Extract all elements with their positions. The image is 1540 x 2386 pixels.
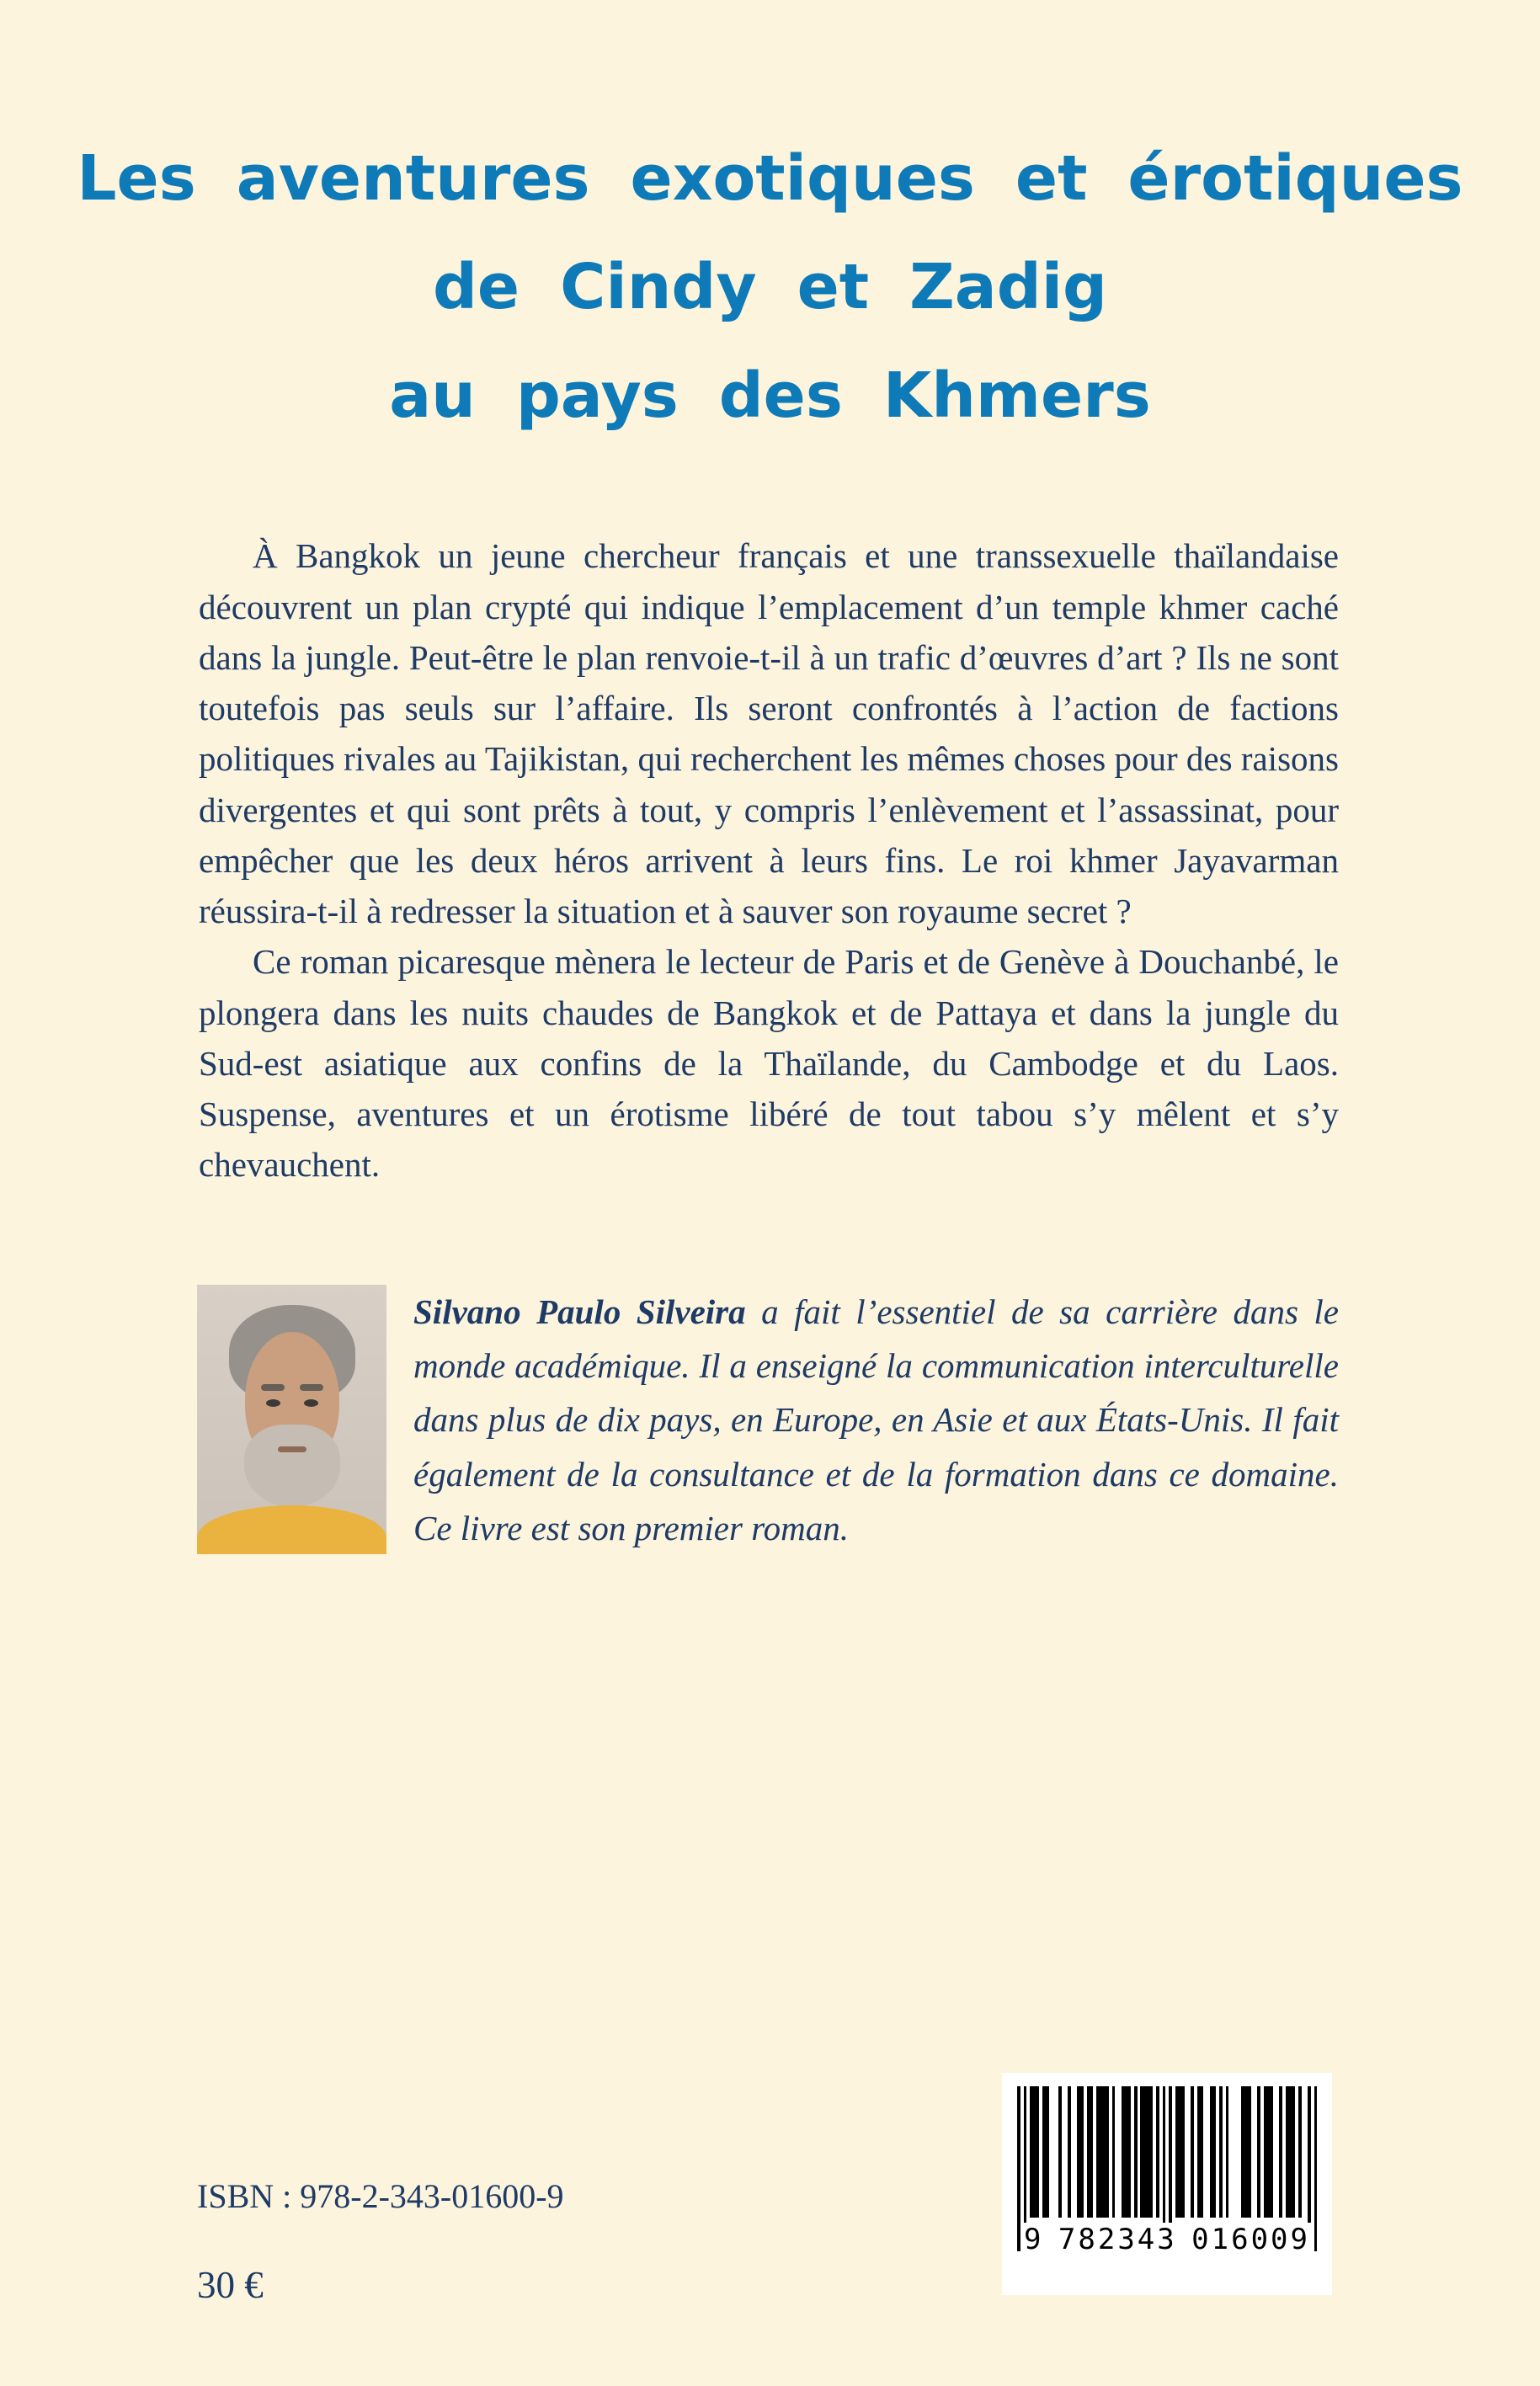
photo-eye <box>304 1399 318 1407</box>
book-title-line-1: Les aventures exotiques et érotiques <box>77 142 1463 215</box>
barcode-digits <box>1017 2223 1317 2256</box>
barcode <box>1002 2073 1332 2295</box>
book-title <box>0 0 1540 450</box>
isbn: ISBN : 978-2-343-01600-9 <box>197 2177 564 2215</box>
price: 30 € <box>197 2264 264 2306</box>
author-bio-text <box>413 1285 1339 1556</box>
photo-mouth <box>278 1446 306 1452</box>
photo-shirt <box>197 1505 386 1554</box>
author-bio <box>197 1285 1339 1556</box>
photo-brow <box>300 1384 323 1391</box>
barcode-digit-first: 9 <box>1020 2223 1047 2256</box>
book-title-line-2: de Cindy et Zadig <box>432 250 1108 323</box>
synopsis-paragraph-1: À Bangkok un jeune chercheur français et une transsexuelle thaïlandaise découvrent un plan crypté qui indique l’emplacement d’un temple khmer caché dans la jungle. Peut-être le plan renvoie-t-il à un trafic d’œuvres d’art ? Ils ne sont toutefois pas seuls sur l’affaire. Ils seront confrontés à l’action de factions politiques rivales au Tajikistan, qui recherchent les mêmes choses pour des raisons divergentes et qui sont prêts à tout, y compris l’enlèvement et l’assassinat, pour empêcher que les deux héros arrivent à leurs fins. Le roi khmer Jayavarman réussira-t-il à redresser la situation et à sauver son royaume secret ? <box>199 536 1339 931</box>
barcode-digit-group-2: 016009 <box>1188 2223 1314 2256</box>
barcode-digit-group-1: 782343 <box>1055 2223 1180 2256</box>
synopsis-paragraph-2: Ce roman picaresque mènera le lecteur de Paris et de Genève à Douchanbé, le plongera dans les nuits chaudes de Bangkok et de Pattaya et dans la jungle du Sud-est asiatique aux confins de la Thaïlande, du Cambodge et du Laos. Suspense, aventures et un érotisme libéré de tout tabou s’y mêlent et s’y chevauchent. <box>199 942 1339 1185</box>
photo-brow <box>261 1384 285 1391</box>
author-photo <box>197 1285 386 1554</box>
book-title-line-3: au pays des Khmers <box>389 359 1151 432</box>
author-bio-body: a fait l’essentiel de sa carrière dans le monde académique. Il a enseigné la communication interculturelle dans plus de dix pays, en Europe, en Asie et aux États-Unis. Il fait également de la consultance et de la formation dans ce domaine. Ce livre est son premier roman. <box>413 1292 1339 1548</box>
photo-eye <box>266 1399 280 1407</box>
photo-beard <box>244 1425 340 1507</box>
author-name: Silvano Paulo Silveira <box>413 1292 746 1331</box>
synopsis <box>199 530 1339 1190</box>
